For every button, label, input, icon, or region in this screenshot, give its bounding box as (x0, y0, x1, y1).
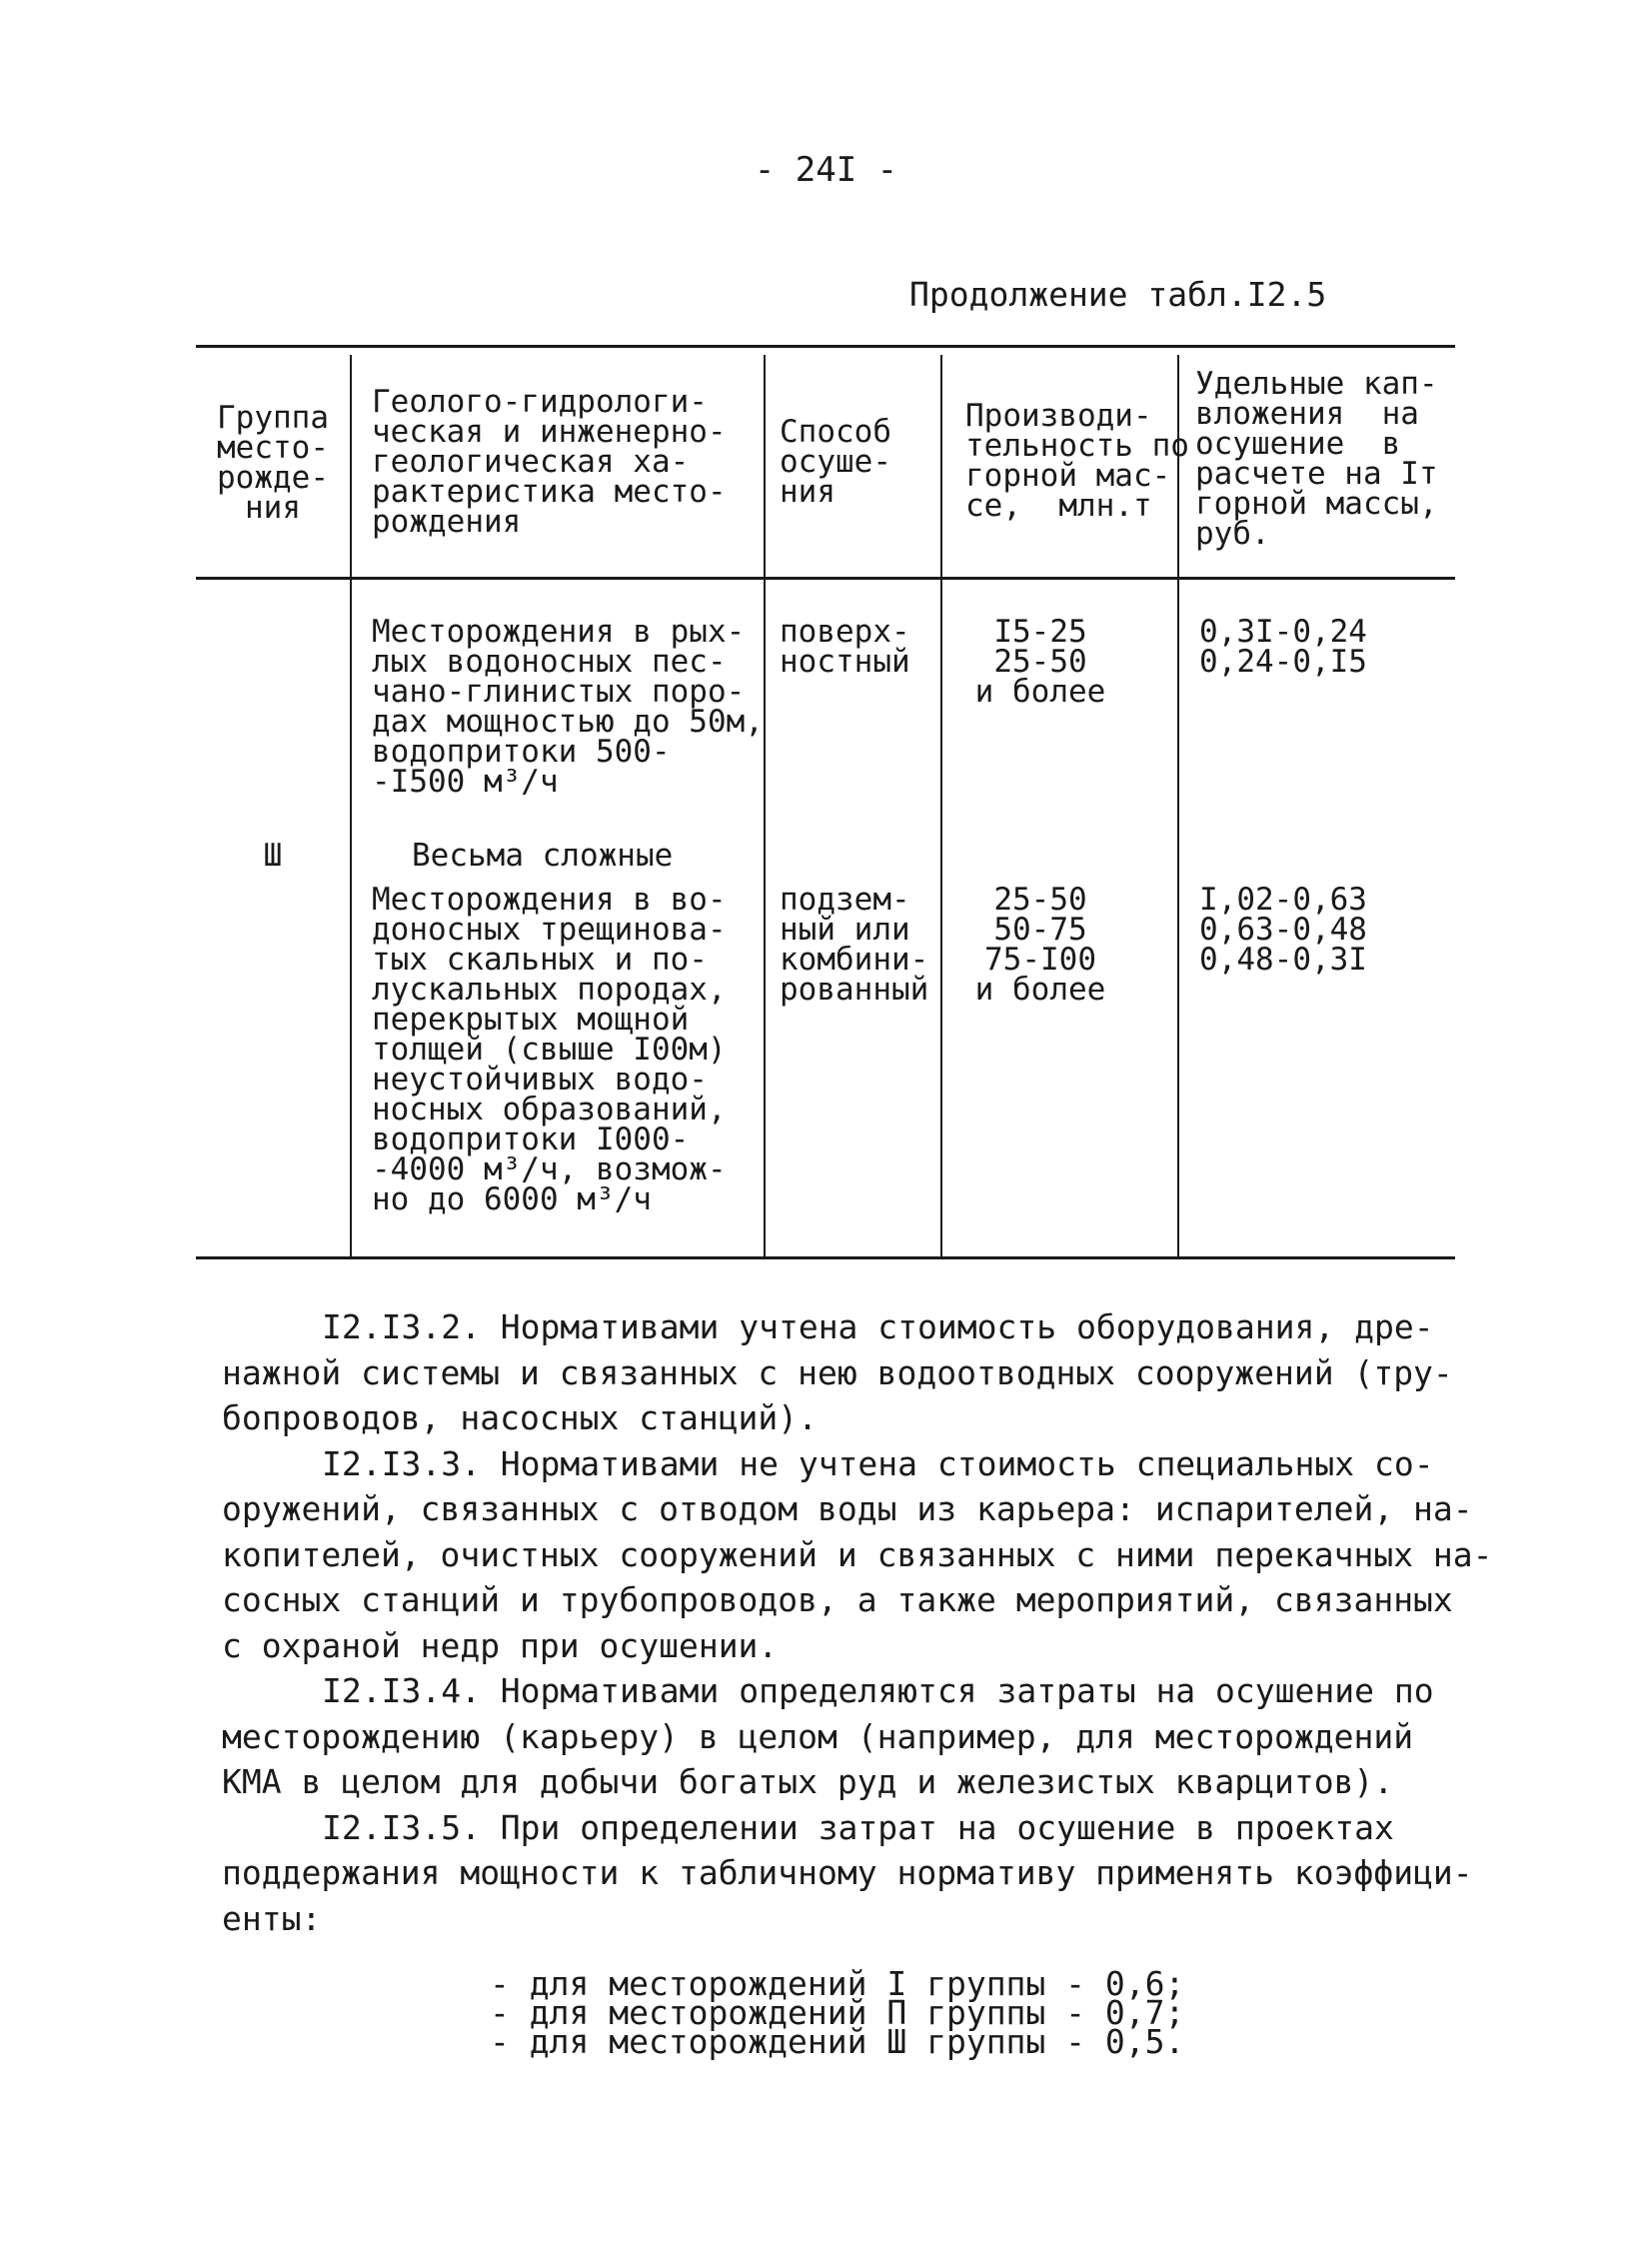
header-group: Группа место- рожде- ния (217, 400, 329, 526)
coefficient-list (490, 1964, 1185, 2061)
body-text (222, 1304, 1493, 1941)
row2-productivity: 25-50 50-75 75-I00 и более (974, 882, 1106, 1008)
paragraph-line: месторождению (карьеру) в целом (например, для месторождений (222, 1716, 1414, 1756)
header-investment: Удельные кап- вложения на осушение в расчете на Iт горной массы, руб. (1195, 366, 1438, 552)
column-divider (940, 355, 942, 1256)
paragraph-line: I2.I3.5. При определении затрат на осушение в проектах (322, 1807, 1394, 1847)
column-divider (350, 355, 352, 1256)
page-number: - 24I - (754, 150, 898, 190)
paragraph-line: поддержания мощности к табличному нормативу применять коэффици- (222, 1853, 1473, 1892)
paragraph-line: I2.I3.4. Нормативами определяются затраты на осушение по (322, 1671, 1434, 1710)
paragraph-line: нажной системы и связанных с нею водоотводных сооружений (тру- (222, 1352, 1453, 1392)
table-bottom-rule (196, 1256, 1455, 1259)
coefficient-item: - для месторождений I группы - 0,6; (490, 1964, 1185, 2003)
paragraph-line: бопроводов, насосных станций). (222, 1398, 819, 1437)
table-top-rule (196, 345, 1455, 348)
row1-investment: 0,3I-0,24 0,24-0,I5 (1199, 614, 1367, 680)
group-value: Ш (263, 838, 283, 874)
subheading-very-complex: Весьма сложные (412, 838, 674, 874)
row2-method: подзем- ный или комбини- рованный (780, 882, 929, 1008)
row1-productivity: I5-25 25-50 и более (974, 614, 1106, 710)
header-method: Способ осуше- ния (780, 414, 891, 510)
paragraph-line: КМА в целом для добычи богатых руд и железистых кварцитов). (222, 1762, 1394, 1801)
header-characteristic: Геолого-гидрологи- ческая и инженерно- геологическая ха- рактеристика место- рождения (372, 384, 727, 540)
paragraph-line: копителей, очистных сооружений и связанных с ними перекачных на- (222, 1534, 1493, 1574)
row2-investment: I,02-0,63 0,63-0,48 0,48-0,3I (1199, 882, 1367, 978)
coefficient-item: - для месторождений Ш группы - 0,5. (490, 2022, 1185, 2061)
paragraph-line: I2.I3.2. Нормативами учтена стоимость оборудования, дре- (322, 1307, 1434, 1346)
table-header-rule (196, 577, 1455, 580)
header-productivity: Производи- тельность по горной мас- се, млн.т (965, 398, 1189, 524)
paragraph-line: I2.I3.3. Нормативами не учтена стоимость специальных со- (322, 1443, 1434, 1483)
paragraph-line: оружений, связанных с отводом воды из карьера: испарителей, на- (222, 1489, 1473, 1528)
column-divider (764, 355, 766, 1256)
row1-characteristic: Месторождения в рых- лых водоносных пес- чано-глинистых поро- дах мощностью до 50м, водопритоки 500- -I500 м³/ч (372, 614, 764, 800)
row2-characteristic: Месторождения в во- доносных трещинова- тых скальных и по- лускальных породах, перекрытых мощной толщей (свыше I00м) неустойчивых водо- носных образований, водопритоки I000- -4000 м³/ч, возмож- но до 6000 м³/ч (372, 882, 727, 1217)
table-caption: Продолжение табл.I2.5 (909, 275, 1327, 314)
drainage-table (196, 345, 1455, 1259)
paragraph-line: с охраной недр при осушении. (222, 1625, 779, 1665)
coefficient-item: - для месторождений П группы - 0,7; (490, 1993, 1185, 2032)
row1-method: поверх- ностный (780, 614, 910, 680)
paragraph-line: сосных станций и трубопроводов, а также мероприятий, связанных (222, 1580, 1453, 1619)
paragraph-line: енты: (222, 1898, 322, 1938)
